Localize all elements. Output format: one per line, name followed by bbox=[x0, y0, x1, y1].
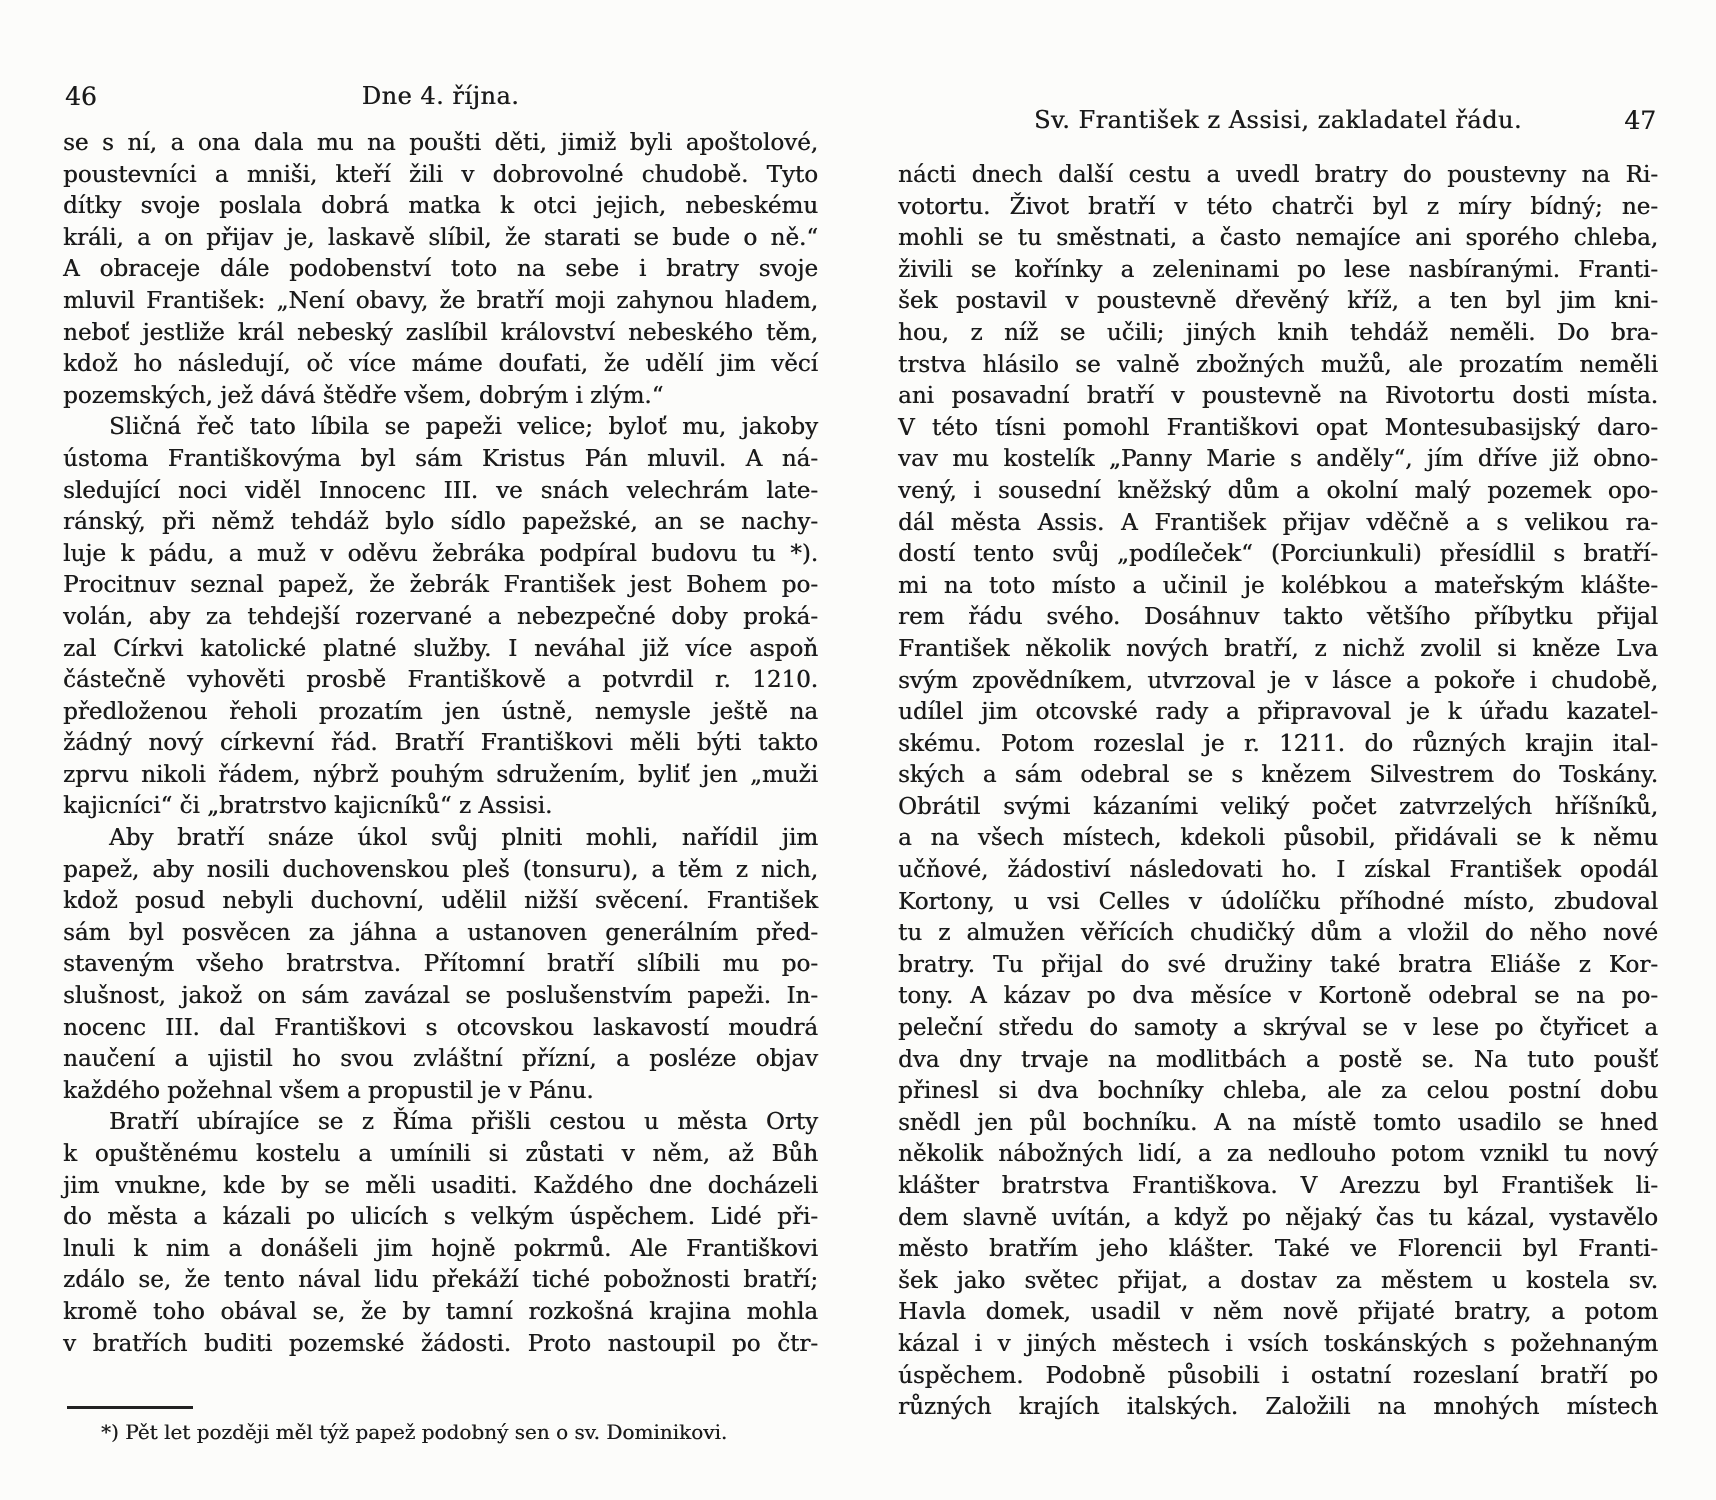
text-line: dítky svoje poslala dobrá matka k otci jejich, nebeskému bbox=[63, 193, 818, 220]
text-line: nocenc III. dal Františkovi s otcovskou laskavostí moudrá bbox=[63, 1014, 818, 1041]
right-page-header bbox=[898, 106, 1658, 136]
text-line: žádný nový církevní řád. Bratří Františkovi měli býti takto bbox=[63, 730, 818, 757]
text-line: se s ní, a ona dala mu na poušti děti, jimiž byli apoštolové, bbox=[63, 130, 818, 156]
text-line: sledující noci viděl Innocenc III. ve snách velechrám late- bbox=[63, 477, 818, 504]
text-line: vav mu kostelík „Panny Marie s anděly“, jím dříve již obno- bbox=[898, 446, 1658, 473]
text-line: ských a sám odebral se s knězem Silvestrem do Toskány. bbox=[898, 762, 1658, 789]
text-line: dostí tento svůj „podíleček“ (Porciunkuli) přesídlil s bratří- bbox=[898, 541, 1658, 568]
text-line: trstva hlásilo se valně zbožných mužů, ale prozatím neměli bbox=[898, 351, 1658, 378]
text-line: Bratří ubírajíce se z Říma přišli cestou u města Orty bbox=[109, 1109, 818, 1136]
text-line: nácti dnech další cestu a uvedl bratry do poustevny na Ri- bbox=[898, 162, 1658, 188]
text-line: zdálo se, že tento nával lidu překáží tiché pobožnosti bratří; bbox=[63, 1267, 818, 1294]
text-line: králi, a on přijav je, laskavě slíbil, že starati se bude o ně.“ bbox=[63, 224, 818, 251]
right-page-body bbox=[898, 160, 1658, 1424]
text-line: luje k pádu, a muž v oděvu žebráka podpíral budovu tu *). bbox=[63, 540, 818, 567]
text-line: učňové, žádostiví následovati ho. I získal František opodál bbox=[898, 857, 1658, 884]
text-line: zprvu nikoli řádem, nýbrž pouhým sdružením, byliť jen „muži bbox=[63, 761, 818, 788]
text-line: Obrátil svými kázaními veliký počet zatvrzelých hříšníků, bbox=[898, 793, 1658, 820]
text-line: kázal i v jiných městech i vsích toskánských s požehnaným bbox=[898, 1330, 1658, 1357]
paragraph bbox=[898, 160, 1658, 1424]
left-page bbox=[63, 0, 818, 1445]
text-line: město bratřím jeho klášter. Také ve Florencii byl Franti- bbox=[898, 1236, 1658, 1263]
text-line: Procitnuv seznal papež, že žebrák František jest Bohem po- bbox=[63, 572, 818, 599]
text-line: papež, aby nosili duchovenskou pleš (tonsuru), a těm z nich, bbox=[63, 856, 818, 883]
text-line: peleční středu do samoty a skrýval se v lese po čtyřicet a bbox=[898, 1015, 1658, 1042]
text-line: Aby bratří snáze úkol svůj plniti mohli, nařídil jim bbox=[109, 825, 818, 852]
text-line: udílel jim otcovské rady a připravoval je k úřadu kazatel- bbox=[898, 699, 1658, 726]
text-line: přinesl si dva bochníky chleba, ale za celou postní dobu bbox=[898, 1078, 1658, 1105]
text-line: vený, i sousední kněžský dům a okolní malý pozemek opo- bbox=[898, 477, 1658, 504]
text-line: rem řádu svého. Dosáhnuv takto většího příbytku přijal bbox=[898, 604, 1658, 631]
text-line: tony. A kázav po dva měsíce v Kortoně odebral se na po- bbox=[898, 983, 1658, 1010]
text-line: několik nábožných lidí, a za nedlouho potom vznikl tu nový bbox=[898, 1141, 1658, 1168]
text-line: Kortony, u vsi Celles v údolíčku příhodné místo, zbudoval bbox=[898, 888, 1658, 915]
right-page bbox=[898, 0, 1658, 1424]
left-page-header bbox=[63, 82, 818, 112]
text-line: mluvil František: „Není obavy, že bratří moji zahynou hladem, bbox=[63, 287, 818, 314]
text-line: dem slavně uvítán, a když po nějaký čas tu kázal, vystavělo bbox=[898, 1204, 1658, 1231]
text-line: snědl jen půl bochníku. A na místě tomto usadilo se hned bbox=[898, 1109, 1658, 1136]
right-running-header: Sv. František z Assisi, zakladatel řádu. bbox=[1033, 106, 1522, 134]
footnote: *) Pět let později měl týž papež podobný sen o sv. Dominikovi. bbox=[101, 1420, 728, 1445]
text-line: v bratřích buditi pozemské žádosti. Proto nastoupil po čtr- bbox=[63, 1330, 818, 1357]
left-page-body bbox=[63, 128, 818, 1360]
footnote-rule bbox=[67, 1406, 193, 1409]
right-page-number: 47 bbox=[1624, 106, 1656, 135]
text-line: kdož ho následují, oč více máme doufati, že udělí jim věcí bbox=[63, 351, 818, 378]
text-line: kdož posud nebyli duchovní, udělil nižší svěcení. František bbox=[63, 888, 818, 915]
text-line: pozemských, jež dává štědře všem, dobrým i zlým.“ bbox=[63, 382, 664, 409]
text-line: skému. Potom rozeslal je r. 1211. do různých krajin ital- bbox=[898, 730, 1658, 757]
text-line: votortu. Život bratří v této chatrči byl z míry bídný; ne- bbox=[898, 193, 1658, 220]
paragraph bbox=[63, 128, 818, 412]
text-line: dál města Assis. A František přijav vděčně a s velikou ra- bbox=[898, 509, 1658, 536]
text-line: dva dny trvaje na modlitbách a postě se. Na tuto poušť bbox=[898, 1046, 1658, 1073]
text-line: lnuli k nim a donášeli jim hojně pokrmů. Ale Františkovi bbox=[63, 1235, 818, 1262]
text-line: částečně vyhověti prosbě Františkově a potvrdil r. 1210. bbox=[63, 667, 818, 694]
text-line: každého požehnal všem a propustil je v Pánu. bbox=[63, 1077, 594, 1104]
text-line: volán, aby za tehdejší rozervané a nebezpečné doby proká- bbox=[63, 603, 818, 630]
left-page-number: 46 bbox=[65, 82, 97, 111]
text-line: předloženou řeholi prozatím jen ústně, nemysle ještě na bbox=[63, 698, 818, 725]
text-line: ani posavadní bratří v poustevně na Rivotortu dosti místa. bbox=[898, 383, 1658, 410]
text-line: poustevníci a mniši, kteří žili v dobrovolné chudobě. Tyto bbox=[63, 161, 818, 188]
text-line: kajicníci“ či „bratrstvo kajicníků“ z Assisi. bbox=[63, 793, 553, 820]
text-line: mi na toto místo a učinil je kolébkou a mateřským klášte- bbox=[898, 572, 1658, 599]
paragraph bbox=[63, 823, 818, 1107]
text-line: ránský, při němž tehdáž bylo sídlo papežské, an se nachy- bbox=[63, 509, 818, 536]
text-line: A obraceje dále podobenství toto na sebe i bratry svoje bbox=[63, 256, 818, 283]
text-line: klášter bratrstva Františkova. V Arezzu byl František li- bbox=[898, 1173, 1658, 1199]
text-line: do města a kázali po ulicích s velkým úspěchem. Lidé při- bbox=[63, 1204, 818, 1231]
paragraph bbox=[63, 412, 818, 823]
text-line: zal Církvi katolické platné služby. I neváhal již více aspoň bbox=[63, 635, 818, 662]
text-line: Sličná řeč tato líbila se papeži velice; byloť mu, jakoby bbox=[109, 414, 818, 441]
text-line: naučení a ujistil ho svou zvláštní přízní, a posléze objav bbox=[63, 1046, 818, 1073]
left-running-header: Dne 4. října. bbox=[361, 82, 520, 110]
text-line: k opuštěnému kostelu a umínili si zůstati v něm, až Bůh bbox=[63, 1141, 818, 1167]
text-line: staveným všeho bratrstva. Přítomní bratří slíbili mu po- bbox=[63, 951, 818, 978]
text-line: neboť jestliže král nebeský zaslíbil království nebeského těm, bbox=[63, 319, 818, 346]
text-line: úspěchem. Podobně působili i ostatní rozeslaní bratří po bbox=[898, 1362, 1658, 1389]
text-line: Havla domek, usadil v něm nově přijaté bratry, a potom bbox=[898, 1299, 1658, 1326]
text-line: mohli se tu směstnati, a často nemajíce ani sporého chleba, bbox=[898, 225, 1658, 252]
text-line: bratry. Tu přijal do své družiny také bratra Eliáše z Kor- bbox=[898, 951, 1658, 978]
text-line: František několik nových bratří, z nichž zvolil si kněze Lva bbox=[898, 635, 1658, 662]
text-line: sám byl posvěcen za jáhna a ustanoven generálním před- bbox=[63, 919, 818, 946]
text-line: šek postavil v poustevně dřevěný kříž, a ten byl jim kni- bbox=[898, 288, 1658, 315]
paragraph bbox=[63, 1107, 818, 1360]
text-line: živili se kořínky a zeleninami po lese nasbíranými. Franti- bbox=[898, 256, 1658, 283]
text-line: ústoma Františkovýma byl sám Kristus Pán mluvil. A ná- bbox=[63, 445, 818, 472]
text-line: různých krajích italských. Založili na mnohých místech bbox=[898, 1394, 1658, 1421]
text-line: V této tísni pomohl Františkovi opat Montesubasijský daro- bbox=[898, 414, 1658, 441]
text-line: svým zpovědníkem, utvrzoval je v lásce a pokoře i chudobě, bbox=[898, 667, 1658, 694]
text-line: hou, z níž se učili; jiných knih tehdáž neměli. Do bra- bbox=[898, 319, 1658, 346]
text-line: tu z almužen věřících chudičký dům a vložil do něho nové bbox=[898, 920, 1658, 947]
text-line: kromě toho obával se, že by tamní rozkošná krajina mohla bbox=[63, 1298, 818, 1325]
text-line: a na všech místech, kdekoli působil, přidávali se k němu bbox=[898, 825, 1658, 852]
text-line: slušnost, jakož on sám zavázal se poslušenstvím papeži. In- bbox=[63, 983, 818, 1010]
text-line: jim vnukne, kde by se měli usaditi. Každého dne docházeli bbox=[63, 1172, 818, 1199]
text-line: šek jako světec přijat, a dostav za městem u kostela sv. bbox=[898, 1267, 1658, 1294]
